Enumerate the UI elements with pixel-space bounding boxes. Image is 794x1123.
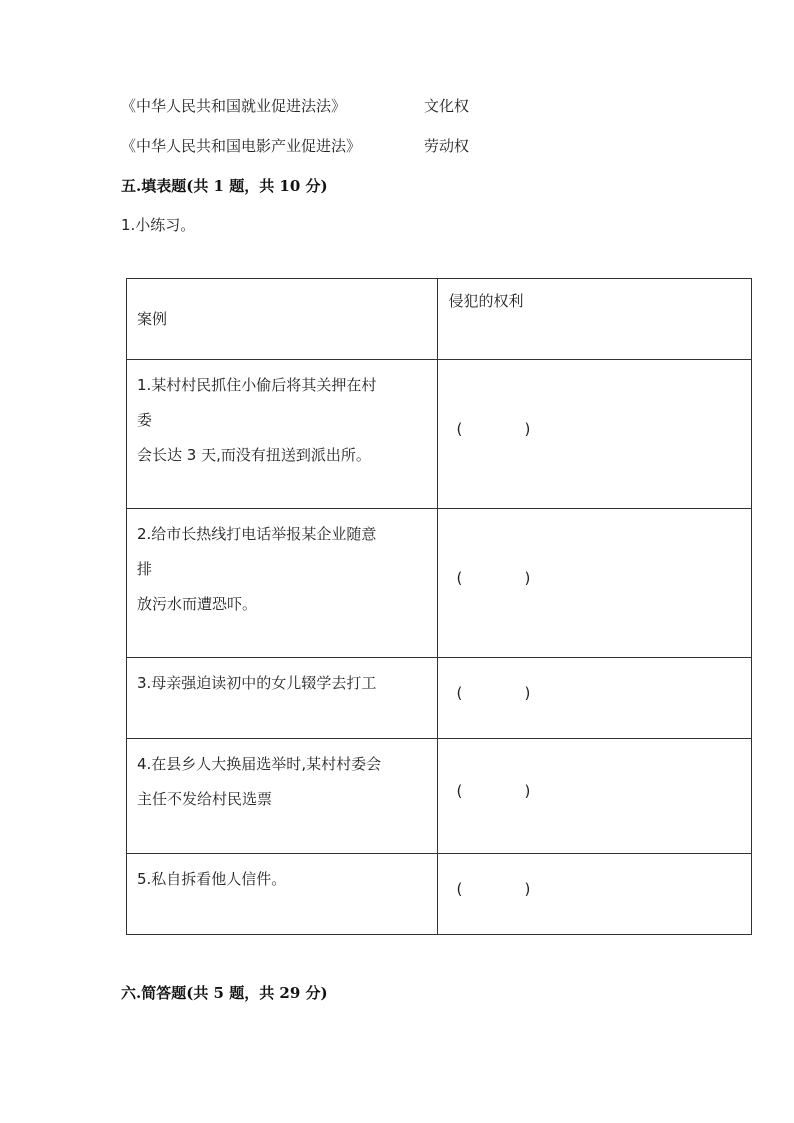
case-cell-1 <box>127 360 438 509</box>
answer-cell-5[interactable] <box>438 854 752 935</box>
answer-blank-5[interactable] <box>456 879 536 899</box>
case-cell-4 <box>127 739 438 854</box>
law-item-2: 《中华人民共和国电影产业促进法》 <box>121 137 362 155</box>
header-case: 案例 <box>127 279 438 360</box>
blank-close-paren: ) <box>524 568 531 587</box>
case-2-line-3: 放污水而遭恐吓。 <box>137 595 258 613</box>
answer-blank-3[interactable] <box>456 683 536 703</box>
case-1-line-1: 1.某村村民抓住小偷后将其关押在村 <box>137 376 377 394</box>
case-1-line-3: 会长达 3 天,而没有扭送到派出所。 <box>137 446 371 464</box>
law-item-1: 《中华人民共和国就业促进法法》 <box>121 97 347 115</box>
case-cell-2 <box>127 509 438 658</box>
case-cell-3 <box>127 658 438 739</box>
rights-table <box>126 278 752 935</box>
blank-close-paren: ) <box>524 683 531 702</box>
table-row <box>127 658 752 739</box>
answer-blank-4[interactable] <box>456 781 536 801</box>
case-4-line-2: 主任不发给村民选票 <box>137 790 273 808</box>
header-violated-right: 侵犯的权利 <box>438 279 752 360</box>
blank-open-paren: ( <box>456 419 463 438</box>
answer-cell-4[interactable] <box>438 739 752 854</box>
answer-cell-1[interactable] <box>438 360 752 509</box>
case-1-line-2: 委 <box>137 411 153 429</box>
case-4-line-1: 4.在县乡人大换届选举时,某村村委会 <box>137 755 382 773</box>
blank-close-paren: ) <box>524 879 531 898</box>
section-title-short-answer: 六.简答题(共 5 题，共 29 分) <box>121 984 328 1002</box>
case-cell-5 <box>127 854 438 935</box>
question-label: 1.小练习。 <box>121 216 196 234</box>
case-5-line-1: 5.私自拆看他人信件。 <box>137 870 287 888</box>
section-title-fill-table: 五.填表题(共 1 题，共 10 分) <box>121 177 328 195</box>
table-row <box>127 360 752 509</box>
answer-cell-2[interactable] <box>438 509 752 658</box>
blank-open-paren: ( <box>456 683 463 702</box>
answer-cell-3[interactable] <box>438 658 752 739</box>
blank-close-paren: ) <box>524 419 531 438</box>
case-3-line-1: 3.母亲强迫读初中的女儿辍学去打工 <box>137 674 377 692</box>
case-2-line-2: 排 <box>137 560 153 578</box>
table-row <box>127 854 752 935</box>
blank-open-paren: ( <box>456 879 463 898</box>
table-header-row <box>127 279 752 360</box>
right-item-2: 劳动权 <box>424 137 470 155</box>
case-2-line-1: 2.给市长热线打电话举报某企业随意 <box>137 525 377 543</box>
table-row <box>127 509 752 658</box>
table-row <box>127 739 752 854</box>
blank-close-paren: ) <box>524 781 531 800</box>
blank-open-paren: ( <box>456 781 463 800</box>
answer-blank-1[interactable] <box>456 419 536 439</box>
answer-blank-2[interactable] <box>456 568 536 588</box>
right-item-1: 文化权 <box>424 97 470 115</box>
blank-open-paren: ( <box>456 568 463 587</box>
